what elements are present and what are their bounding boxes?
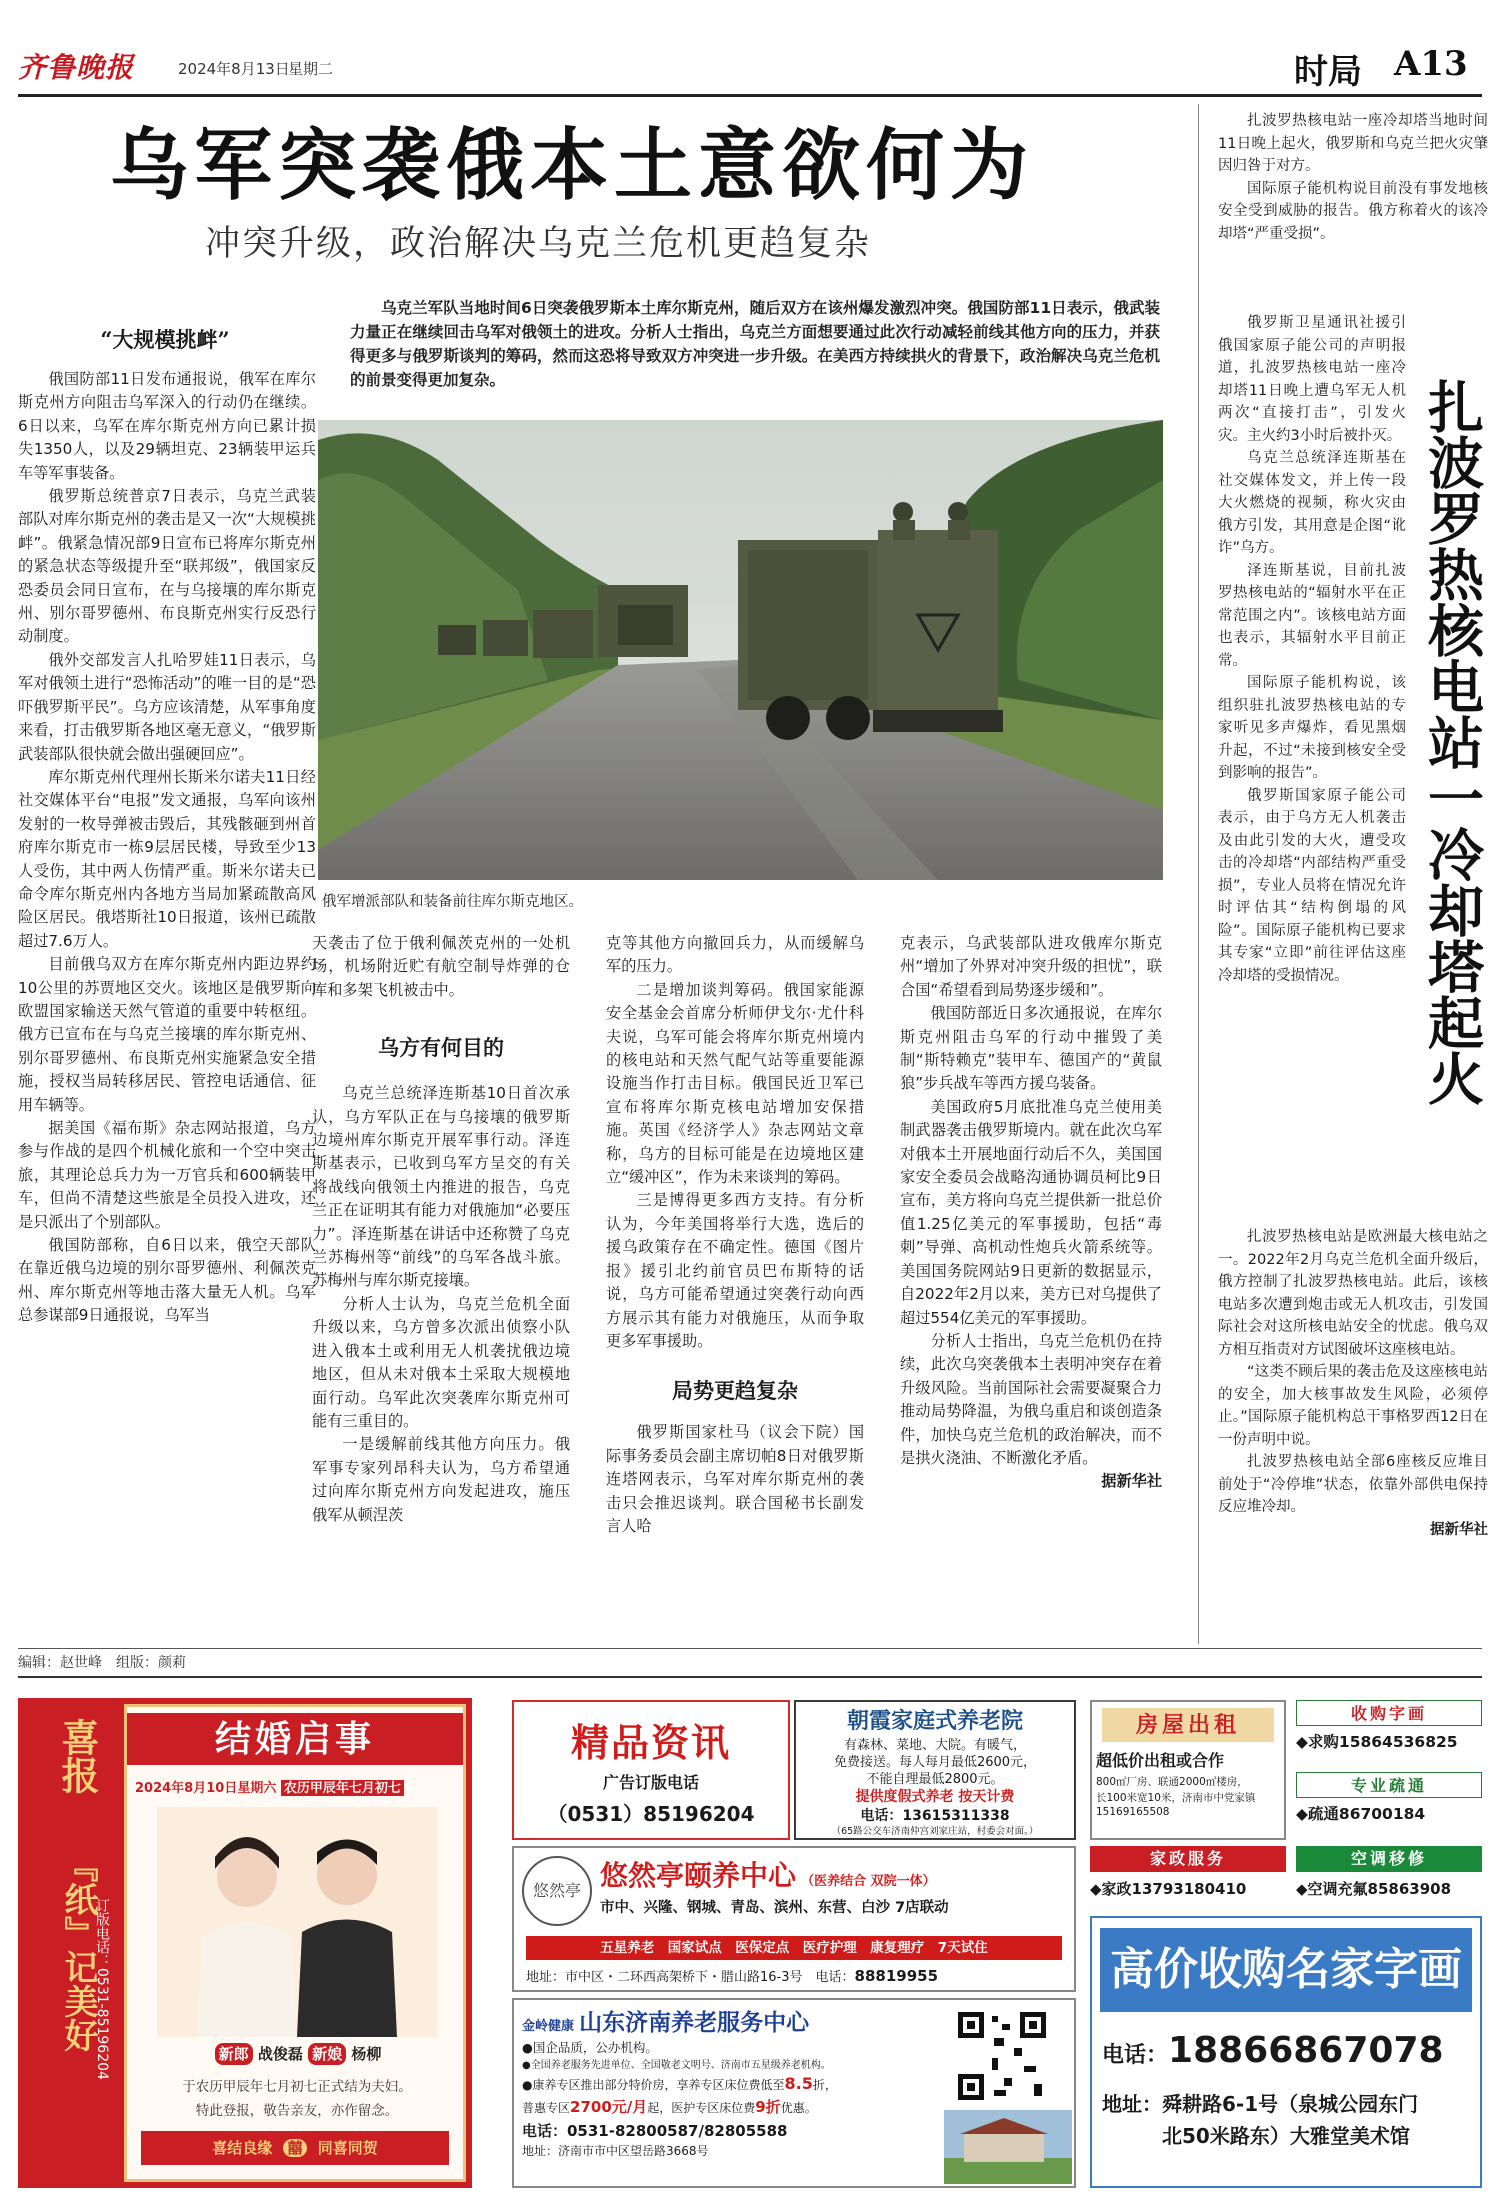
jiahe-phone: 电话：0531-82800587/82805588 [522, 2122, 788, 2140]
classified-aircon [1296, 1846, 1482, 1910]
zhaoxia-promo: 提供度假式养老 按天计费 [855, 1789, 1015, 1805]
ad-housing [1090, 1700, 1286, 1840]
sidebar-paragraph: 俄罗斯国家原子能公司表示，由于乌方无人机袭击及由此引发的大火，遭受攻击的冷却塔“内部结构严重受损”，专业人员将在情况允许时评估其“结构倒塌的风险”。国际原子能机构已要求其专家“立即”前往评估这座冷却塔的受损情况。 [1218, 787, 1406, 984]
wedding-date-text: 2024年8月10日星期六 [135, 1781, 277, 1796]
jiahe-line-4 [522, 2096, 942, 2117]
sidebar-divider [1198, 104, 1199, 1644]
classified-text: ◆求购15864536825 [1296, 1733, 1458, 1751]
classified-title: 空调移修 [1296, 1846, 1482, 1872]
sidebar-paragraph: 扎波罗热核电站是欧洲最大核电站之一。2022年2月乌克兰危机全面升级后，俄方控制了扎波罗热核电站。此后，该核电站多次遭到炮击或无人机攻击，引发国际社会对这所核电站安全的忧虑。俄乌双方相互指责对方试图破坏这座核电站。 [1218, 1229, 1488, 1358]
jingpin-phone: （0531）85196204 [547, 1802, 755, 1826]
jiahe-address: 地址：济南市市中区望岳路3668号 [522, 2144, 709, 2158]
calligraphy-address-label: 地址： [1102, 2092, 1162, 2116]
classified-buy-art [1296, 1700, 1482, 1764]
sidebar-byline: 据新华社 [1430, 1521, 1488, 1538]
housing-line-1: 超低价出租或合作 [1096, 1751, 1225, 1770]
bride-name: 杨柳 [351, 2045, 382, 2063]
ad-wedding [18, 1698, 472, 2188]
sidebar-paragraph: 国际原子能机构说目前没有事发地核安全受到威胁的报告。俄方称着火的该冷却塔“严重受损”。 [1218, 180, 1488, 242]
col4-paragraph: 俄国防部近日多次通报说，在库尔斯克州阻击乌军的行动中摧毁了美制“斯特赖克”装甲车、德国产的“黄鼠狼”步兵战车等西方援乌装备。 [900, 1004, 1162, 1093]
sidebar-intro [1218, 110, 1488, 310]
calligraphy-address [1102, 2088, 1474, 2152]
zhaoxia-address: （65路公交车济南仲宫刘家庄站，村委会对面。） [831, 1826, 1039, 1837]
calligraphy-phone-row [1102, 2030, 1474, 2071]
classified-housekeeping [1090, 1846, 1286, 1910]
col2-paragraph: 一是缓解前线其他方向压力。俄军事专家列昂科夫认为，乌方希望通过向库尔斯克州方向发起进攻，施压俄军从顿涅茨 [312, 1435, 570, 1524]
zhaoxia-line-2: 免费接送。每人每月最低2600元， [833, 1755, 1037, 1770]
wedding-title: 结婚启事 [127, 1713, 463, 1765]
col4-paragraph: 分析人士指出，乌克兰危机仍在持续，此次乌突袭俄本土表明冲突存在着升级风险。当前国际社会需要凝聚合力推动局势降温，为俄乌重启和谈创造条件，加快乌克兰危机的政治解决，而不是拱火浇油、不断激化矛盾。 [900, 1331, 1162, 1467]
col4-byline: 据新华社 [1101, 1472, 1162, 1491]
col3-paragraph: 二是增加谈判筹码。俄国家能源安全基金会首席分析师伊戈尔·尤什科夫说，乌军可能会将库尔斯克州境内的核电站和天然气配气站等重要能源设施当作打击目标。俄国民近卫军已宣布将库尔斯克核电站增加安保措施。英国《经济学人》杂志网站文章称，乌方的目标可能是在边境地区建立“缓冲区”，作为未来谈判的筹码。 [606, 980, 864, 1187]
sidebar-paragraph: 泽连斯基说，目前扎波罗热核电站的“辐射水平在正常范围之内”。该核电站方面也表示，其辐射水平目前正常。 [1218, 562, 1406, 669]
wedding-card [124, 1704, 466, 2182]
classified-text: ◆疏通86700184 [1296, 1805, 1426, 1823]
ad-zhaoxia [794, 1700, 1076, 1840]
youranting-phone: 88819955 [854, 1967, 939, 1985]
sidebar-paragraph: 俄罗斯卫星通讯社援引俄国家原子能公司的声明报道，扎波罗热核电站一座冷却塔11日晚上遭乌军无人机两次“直接打击”，引发火灾。主火约3小时后被扑灭。 [1218, 315, 1406, 444]
wedding-side-top: 喜报 [55, 1718, 100, 1794]
classified-title: 收购字画 [1296, 1700, 1482, 1726]
col3-paragraph: 克等其他方向撤回兵力，从而缓解乌军的压力。 [606, 934, 864, 976]
ads-rule [18, 1676, 1482, 1678]
masthead-rule [18, 94, 1482, 97]
bride-label: 新娘 [308, 2043, 346, 2065]
wedding-hotline-label: 订版电话： [94, 1898, 110, 1968]
qr-code-icon [954, 2008, 1050, 2104]
col1-paragraph: 库尔斯克州代理州长斯米尔诺夫11日经社交媒体平台“电报”发文通报，乌军向该州发射的一枚导弹被击毁后，其残骸砸到州首府库尔斯克市一栋9层居民楼，导致至少13人受伤，其中两人伤情严重。斯米尔诺夫已命令库尔斯克州内各地方当局加紧疏散高风险区居民。俄塔斯社10日报道，该州已疏散超过7.6万人。 [18, 767, 316, 950]
wedding-hotline-number: 0531-85196204 [94, 1968, 110, 2080]
col1-paragraph: 据美国《福布斯》杂志网站报道，乌方参与作战的是四个机械化旅和一个空中突击旅，其理论总兵力为一万官兵和600辆装甲车，但尚不清楚这些旅是全员投入进攻，还是只派出了个别部队。 [18, 1119, 316, 1231]
youranting-cities: 市中、兴隆、钢城、青岛、滨州、东营、白沙 7店联动 [600, 1900, 949, 1916]
sidebar-paragraph: 扎波罗热核电站一座冷却塔当地时间11日晚上起火，俄罗斯和乌克兰把火灾肇因归咎于对方。 [1218, 113, 1488, 174]
sidebar-title: 扎波罗热核电站一冷却塔起火 [1419, 378, 1485, 1106]
issue-date: 2024年8月13日 [178, 60, 290, 78]
youranting-logo-text: 悠然亭 [532, 1881, 581, 1900]
headline: 乌军突袭俄本土意欲何为 [110, 120, 1035, 211]
col3-paragraph: 俄罗斯国家杜马（议会下院）国际事务委员会副主席切帕8日对俄罗斯连塔网表示，乌军对库尔斯克州的袭击只会推迟谈判。联合国秘书长副发言人哈 [606, 1423, 864, 1535]
article-column-1 [18, 368, 316, 1646]
col2-paragraph: 分析人士认为，乌克兰危机全面升级以来，乌方曾多次派出侦察小队进入俄本土或利用无人机袭扰俄边境地区，但从未对俄本土采取大规模地面行动。乌军此次突袭库尔斯克州可能有三重目的。 [312, 1294, 570, 1430]
jiahe-discount: 8.5 [784, 2074, 813, 2093]
classified-title: 专业疏通 [1296, 1772, 1482, 1798]
zhaoxia-line-1: 有森林、菜地、大院。有暖气， [843, 1738, 1026, 1753]
col4-paragraph: 美国政府5月底批准乌克兰使用美制武器袭击俄罗斯境内。就在此次乌军对俄本土开展地面行动后不久，美国国家安全委员会战略沟通协调员柯比9日宣布，美方将向乌克兰提供新一批总价值1.25亿美元的军事援助，包括“毒刺”导弹、高机动性炮兵火箭系统等。美国国务院网站9日更新的数据显示，自2022年2月以来，美方已对乌提供了超过554亿美元的军事援助。 [900, 1097, 1162, 1327]
couple-photo [157, 1807, 437, 2037]
classified-text: ◆家政13793180410 [1090, 1880, 1247, 1898]
classified-drain [1296, 1772, 1482, 1836]
building-photo [944, 2110, 1072, 2184]
youranting-tag: （医养结合 双院一体） [801, 1874, 936, 1889]
jiahe-line-4c: 起，医护专区床位费 [647, 2101, 756, 2115]
zhaoxia-line-3: 不能自理最低2800元。 [866, 1772, 1004, 1787]
calligraphy-address-2: 北50米路东）大雅堂美术馆 [1162, 2124, 1410, 2148]
jiahe-price: 2700元/月 [570, 2098, 648, 2116]
col1-paragraph: 目前俄乌双方在库尔斯克州内距边界约10公里的苏贾地区交火。该地区是俄罗斯向欧盟国家输送天然气管道的重要中转枢纽。俄方已宣布在与乌克兰接壤的库尔斯克州、别尔哥罗德州、布良斯克州实施紧急安全措施，授权当局转移居民、管控电话通信、征用车辆等。 [18, 955, 316, 1114]
newspaper-name: 齐鲁晚报 [18, 51, 135, 84]
wedding-couple-names [133, 2043, 463, 2064]
wedding-side-mid: 『纸』记美好 [58, 1848, 98, 2052]
editors-credit: 编辑：赵世峰 组版：颜莉 [18, 1655, 186, 1671]
col1-paragraph: 俄外交部发言人扎哈罗娃11日表示，乌军对俄领土进行“恐怖活动”的唯一目的是“恐吓俄罗斯平民”。乌方应该清楚，从军事角度来看，打击俄罗斯各地区毫无意义，“俄罗斯武装部队很快就会做出强硬回应”。 [18, 650, 316, 763]
section-name: 时局 [1294, 52, 1362, 92]
col4-paragraph: 克表示，乌武装部队进攻俄库尔斯克州“增加了外界对冲突升级的担忧”，联合国“希望看到局势逐步缓和”。 [900, 934, 1162, 999]
article-column-3 [606, 932, 864, 1648]
sidebar-paragraph: 扎波罗热核电站全部6座核反应堆目前处于“冷停堆”状态，依靠外部供电保持反应堆冷却。 [1218, 1454, 1488, 1515]
lead-paragraph [350, 296, 1160, 392]
jiahe-brand: 金岭健康 [522, 2019, 575, 2034]
housing-line-2: 800㎡厂房、联通2000㎡楼房， [1096, 1776, 1248, 1788]
wedding-hotline [86, 1898, 112, 2178]
jiahe-line-2: ●全国养老服务先进单位、全国敬老文明号、济南市五星级养老机构。 [522, 2060, 831, 2071]
sidebar-paragraph: 乌克兰总统泽连斯基在社交媒体发文，并上传一段大火燃烧的视频，称火灾由俄方引发，其用意是企图“讹诈”乌方。 [1218, 450, 1406, 556]
jiahe-title: 山东济南养老服务中心 [579, 2009, 810, 2036]
jingpin-title: 精品资讯 [570, 1720, 731, 1765]
col1-subhead: “大规模挑衅” [100, 327, 230, 352]
col3-paragraph: 三是博得更多西方支持。有分析认为，今年美国将举行大选，选后的援乌政策存在不确定性。德国《图片报》援引北约前官员巴布斯特的话说，乌方可能希望通过突袭行动向西方展示其有能力对俄施压，从而争取更多军事援助。 [606, 1191, 864, 1350]
housing-line-4: 15169165508 [1096, 1806, 1170, 1818]
calligraphy-phone-label: 电话： [1102, 2043, 1169, 2068]
classified-title: 家政服务 [1090, 1846, 1286, 1872]
jiahe-line-4a: 普惠专区 [522, 2101, 571, 2115]
wedding-line-2: 特此登报，敬告亲友，亦作留念。 [195, 2103, 399, 2119]
col2-paragraph: 天袭击了位于俄利佩茨克州的一处机场，机场附近贮有航空制导炸弹的仓库和多架飞机被击中。 [312, 934, 570, 999]
youranting-title: 悠然亭颐养中心 [600, 1859, 797, 1892]
masthead [18, 44, 1482, 92]
calligraphy-address-1: 舜耕路6-1号（泉城公园东门 [1162, 2092, 1419, 2116]
subheadline: 冲突升级，政治解决乌克兰危机更趋复杂 [205, 224, 872, 264]
main-photo [318, 420, 1163, 880]
jiahe-line-4e: 优惠。 [780, 2101, 817, 2115]
housing-line-3: 长100米宽10米，济南市中党家镇 [1096, 1792, 1256, 1804]
youranting-address: 地址：市中区・二环西高架桥下・腊山路16-3号 电话： [526, 1970, 855, 1985]
classified-text: ◆空调充氟85863908 [1296, 1880, 1452, 1898]
jiahe-line-1: ●国企品质，公办机构。 [522, 2040, 658, 2055]
page-number: A13 [1394, 44, 1468, 84]
ad-calligraphy [1090, 1916, 1482, 2188]
wedding-line-1: 于农历甲辰年七月初七正式结为夫妇。 [182, 2079, 412, 2095]
col1-paragraph: 俄国防部称，自6日以来，俄空天部队在靠近俄乌边境的别尔哥罗德州、利佩茨克州、库尔斯克州等地击落大量无人机。乌军总参谋部9日通报说，乌军当 [18, 1236, 316, 1325]
ad-jingpin [512, 1700, 790, 1840]
calligraphy-title: 高价收购名家字画 [1100, 1928, 1472, 2012]
youranting-logo [522, 1856, 592, 1926]
col3-subhead: 局势更趋复杂 [672, 1378, 798, 1404]
military-convoy-illustration [318, 420, 1163, 880]
issue-weekday: 星期二 [288, 60, 334, 78]
col2-paragraph: 乌克兰总统泽连斯基10日首次承认，乌方军队正在与乌接壤的俄罗斯边境州库尔斯克开展军事行动。泽连斯基表示，已收到乌军方呈交的有关将战线向俄领土内推进的报告，乌克兰正在证明其有能力对俄施加“必要压力”。泽连斯基在讲话中还称赞了乌克兰苏梅州等“前线”的乌军各战斗旅。苏梅州与库尔斯克接壤。 [312, 1084, 570, 1290]
wedding-footer [141, 2131, 449, 2165]
jiahe-nine-off: 9折 [755, 2098, 781, 2116]
wedding-footer-right: 同喜同贺 [317, 2139, 378, 2157]
wedding-footer-left: 喜结良缘 [212, 2139, 273, 2157]
col1-paragraph: 俄国防部11日发布通报说，俄军在库尔斯克州方向阻击乌军深入的行动仍在继续。6日以来，乌军在库尔斯克州方向已累计损失1350人，以及29辆坦克、23辆装甲运兵车等军事装备。 [18, 370, 316, 482]
wedding-date [135, 1777, 455, 1796]
double-happiness-icon: 囍 [283, 2139, 306, 2157]
ad-youranting [512, 1846, 1076, 1992]
lead-text: 乌克兰军队当地时间6日突袭俄罗斯本土库尔斯克州，随后双方在该州爆发激烈冲突。俄国防部11日表示，俄武装力量正在继续回击乌军对俄领土的进攻。分析人士指出，乌克兰方面想要通过此次行动减轻前线其他方向的压力，并获得更多与俄罗斯谈判的筹码，然而这恐将导致双方冲突进一步升级。在美西方持续拱火的背景下，政治解决乌克兰危机的前景变得更加复杂。 [350, 299, 1160, 389]
zhaoxia-title: 朝霞家庭式养老院 [846, 1708, 1023, 1734]
jiahe-line-3c: 折， [812, 2078, 837, 2092]
col2-subhead: 乌方有何目的 [378, 1035, 504, 1061]
housing-title: 房屋出租 [1102, 1708, 1274, 1742]
zhaoxia-phone: 电话：13615311338 [860, 1808, 1010, 1824]
sidebar-narrow-column [1218, 312, 1406, 1226]
sidebar-paragraph: 国际原子能机构说，该组织驻扎波罗热核电站的专家听见多声爆炸，看见黑烟升起，不过“未接到核安全受到影响的报告”。 [1218, 675, 1406, 781]
youranting-features: 五星养老 国家试点 医保定点 医疗护理 康复理疗 7天试住 [526, 1936, 1062, 1960]
groom-name: 战俊磊 [257, 2045, 303, 2063]
article-column-4 [900, 932, 1162, 1648]
wedding-lunar-date: 农历甲辰年七月初七 [281, 1780, 404, 1796]
photo-caption: 俄军增派部队和装备前往库尔斯克地区。 [322, 894, 583, 910]
jiahe-line-3a: ●康养专区推出部分特价房，享养专区床位费低至 [522, 2078, 785, 2092]
article-column-2 [312, 932, 570, 1648]
ad-jinan-elderly [512, 1998, 1076, 2188]
jingpin-label: 广告订版电话 [602, 1773, 699, 1792]
jiahe-line-3 [522, 2074, 942, 2093]
calligraphy-phone: 18866867078 [1168, 2030, 1444, 2071]
sidebar-bottom [1218, 1226, 1488, 1646]
youranting-title-row [600, 1854, 1070, 1894]
wedding-side-panel [18, 1698, 114, 2188]
col1-paragraph: 俄罗斯总统普京7日表示，乌克兰武装部队对库尔斯克州的袭击是又一次“大规模挑衅”。俄紧急情况部9日宣布已将库尔斯克州的紧急状态等级提升至“联邦级”，俄国家反恐委员会同日宣布，在与乌接壤的库尔斯克州、别尔哥罗德州、布良斯克州实行反恐行动制度。 [18, 487, 316, 646]
sidebar-paragraph: “这类不顾后果的袭击危及这座核电站的安全，加大核事故发生风险，必须停止。”国际原子能机构总干事格罗西12日在一份声明中说。 [1218, 1364, 1488, 1448]
footer-rule [18, 1648, 1482, 1649]
jiahe-title-row [522, 2004, 942, 2037]
youranting-address-row [526, 1966, 1066, 1985]
groom-label: 新郎 [215, 2043, 253, 2065]
